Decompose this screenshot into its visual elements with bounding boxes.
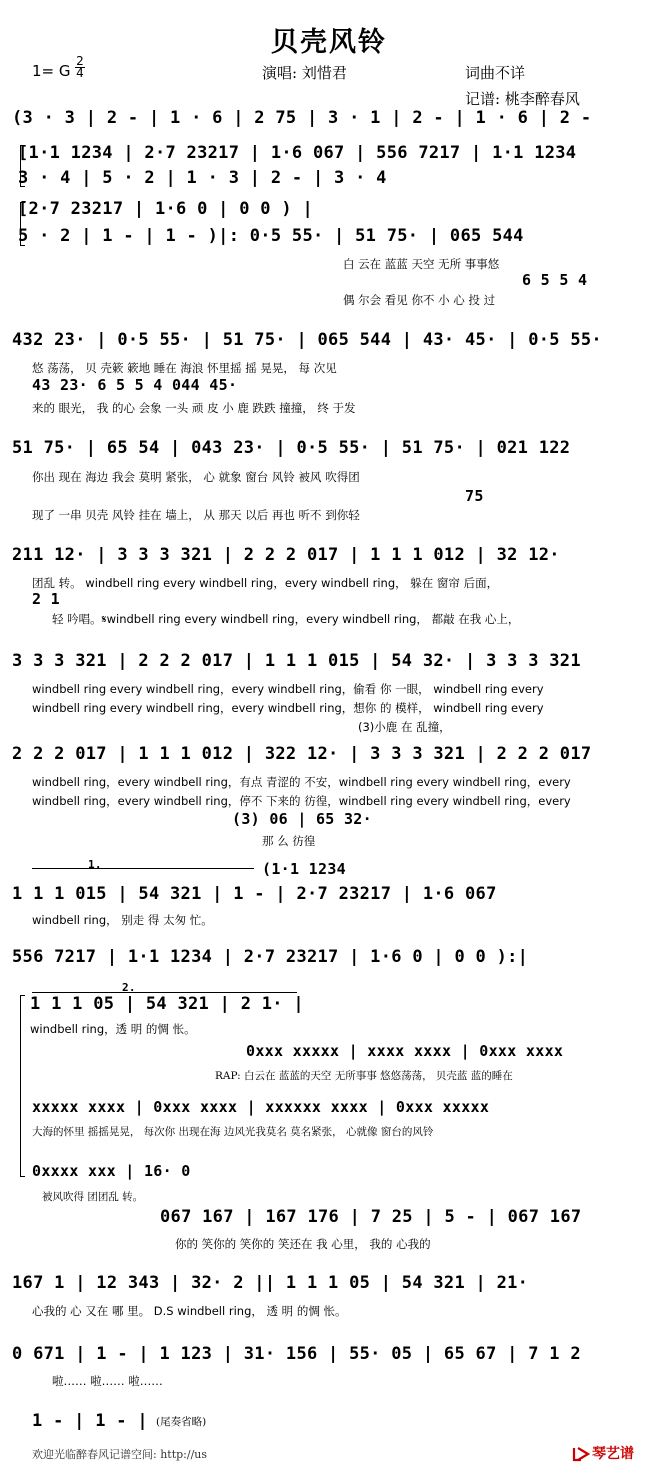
volta-label-2: 2. (122, 981, 136, 994)
score-line: 067 167 | 167 176 | 7 25 | 5 - | 067 167 (160, 1207, 582, 1227)
lyric-line: 现了 一串 贝壳 风铃 挂在 墙上， 从 那天 以后 再也 听不 到你轻 (32, 508, 360, 522)
score-line-outro: 0 671 | 1 - | 1 123 | 31· 156 | 55· 05 | 65 67 | 7 1 2 (12, 1344, 581, 1364)
rap-lyric: RAP: 白云在 蓝蓝的天空 无所事事 悠悠荡荡， 贝壳蓝 蓝的睡在 (215, 1070, 513, 1082)
score-line: 432 23· | 0·5 55· | 51 75· | 065 544 | 43· 45· | 0·5 55· (12, 330, 602, 350)
score-line-verse-upper: [2·7 23217 | 1·6 0 | 0 0 ) | (18, 199, 313, 219)
score-line-alt: 43 23· 6 5 5 4 044 45· (32, 376, 238, 394)
score-line: 3 3 3 321 | 2 2 2 017 | 1 1 1 015 | 54 32· | 3 3 3 321 (12, 651, 581, 671)
lyric-line: 你出 现在 海边 我会 莫明 紧张， 心 就象 窗台 风铃 被风 吹得团 (32, 470, 360, 484)
lyric-line: 你的 笑你的 笑你的 笑还在 我 心里， 我的 心我的 (175, 1237, 431, 1251)
volta-bracket-1 (32, 868, 254, 869)
rap-lyric: 被风吹得 团团乱 转。 (42, 1191, 144, 1203)
score-line-prelude-lower: 3 · 4 | 5 · 2 | 1 · 3 | 2 - | 3 · 4 (18, 168, 387, 188)
lyric-line: windbell ring every windbell ring，every windbell ring，偷看 你 一眼， windbell ring every (32, 682, 544, 696)
footer-text: 欢迎光临醉春风记谱空间: http://us (32, 1448, 208, 1461)
transcriber-credit: 记谱: 桃李醉春风 (465, 90, 580, 108)
score-line-alt: (3) 06 | 65 32· (232, 810, 372, 828)
lyric-line: 轻 吟唱。𝄋windbell ring every windbell ring，every windbell ring， 都敲 在我 心上， (52, 612, 520, 626)
time-signature-top: 2 (76, 54, 84, 68)
logo-icon (572, 1446, 590, 1462)
score-line-intro-1: (3 · 3 | 2 - | 1 · 6 | 2 75 | 3 · 1 | 2 - | 1 · 6 | 2 - (12, 108, 592, 128)
lyric-line: 来的 眼光， 我 的心 会象 一头 顽 皮 小 鹿 跌跌 撞撞， 终 于发 (32, 401, 356, 415)
lyric-line: 偶 尔会 看见 你不 小 心 投 过 (343, 293, 496, 307)
singer-credit: 演唱: 刘惜君 (262, 64, 347, 82)
volta-label-1: 1. (88, 858, 102, 871)
score-line: 211 12· | 3 3 3 321 | 2 2 2 017 | 1 1 1 012 | 32 12· (12, 545, 560, 565)
score-line-alt: 2 1 (32, 590, 60, 608)
lyric-line: windbell ring，透 明 的惆 怅。 (30, 1022, 196, 1036)
lyric-line: 啦…… 啦…… 啦…… (52, 1374, 163, 1388)
lyric-line: 那 么 彷徨 (262, 834, 316, 848)
lyric-line: 悠 荡荡， 贝 壳簌 簌地 睡在 海浪 怀里摇 摇 晃晃， 每 次见 (32, 361, 337, 375)
score-line: 2 2 2 017 | 1 1 1 012 | 322 12· | 3 3 3 321 | 2 2 2 017 (12, 744, 592, 764)
lyric-line: windbell ring every windbell ring，every windbell ring，想你 的 模样， windbell ring every (32, 701, 544, 715)
time-signature (75, 56, 85, 79)
rap-lyric: 大海的怀里 摇摇晃晃， 每次你 出现在海 边风光我莫名 莫名紧张， 心就像 窗台的风铃 (32, 1126, 434, 1138)
time-signature-bottom: 4 (76, 66, 84, 80)
lyric-line: 团乱 转。 windbell ring every windbell ring，every windbell ring， 躲在 窗帘 后面， (32, 576, 499, 590)
lyric-line: windbell ring，every windbell ring，有点 青涩的 不安，windbell ring every windbell ring，every (32, 775, 571, 789)
score-line: 167 1 | 12 343 | 32· 2 || 1 1 1 05 | 54 321 | 21· (12, 1273, 529, 1293)
lyric-line: windbell ring，every windbell ring，停不 下来的 彷徨，windbell ring every windbell ring，every (32, 794, 571, 808)
lyric-line: 白 云在 蓝蓝 天空 无所 事事悠 (343, 257, 500, 271)
system-brace (20, 995, 25, 1177)
lyric-line: (3)小鹿 在 乱撞， (358, 720, 451, 734)
score-line-prelude-upper: [1·1 1234 | 2·7 23217 | 1·6 067 | 556 7217 | 1·1 1234 (18, 143, 577, 163)
volta-bracket-2 (32, 992, 297, 993)
rap-rhythm: xxxxx xxxx | 0xxx xxxx | xxxxxx xxxx | 0xxx xxxxx (32, 1098, 490, 1116)
score-line: 1 1 1 015 | 54 321 | 1 - | 2·7 23217 | 1·6 067 (12, 884, 497, 904)
lyric-line: windbell ring， 别走 得 太匆 忙。 (32, 913, 213, 927)
score-line-ending: 1 - | 1 - | (32, 1411, 148, 1431)
score-line-alt: 6 5 5 4 (522, 271, 588, 289)
score-line: 1 1 1 05 | 54 321 | 2 1· | (30, 994, 304, 1014)
lyricist-composer-credit: 词曲不详 (465, 64, 526, 82)
logo-text: 琴艺谱 (592, 1446, 634, 1462)
score-line: 51 75· | 65 54 | 043 23· | 0·5 55· | 51 75· | 021 122 (12, 438, 571, 458)
page-title: 贝壳风铃 (271, 27, 387, 58)
score-line-alt: (1·1 1234 (262, 860, 346, 878)
rap-rhythm: 0xxx xxxxx | xxxx xxxx | 0xxx xxxx (246, 1042, 564, 1060)
lyric-line: 心我的 心 又在 哪 里。 D.S windbell ring， 透 明 的惆 怅。 (32, 1304, 347, 1318)
rap-rhythm: 0xxxx xxx | 16· 0 (32, 1162, 191, 1180)
score-line-alt: 75 (465, 487, 484, 505)
site-logo (572, 1443, 634, 1463)
score-line-verse-start: 5 · 2 | 1 - | 1 - )|: 0·5 55· | 51 75· | 065 544 (18, 226, 524, 246)
score-line: 556 7217 | 1·1 1234 | 2·7 23217 | 1·6 0 | 0 0 ):| (12, 947, 529, 967)
key-signature: 1= G (32, 62, 71, 80)
outro-note: (尾奏省略) (156, 1416, 207, 1428)
